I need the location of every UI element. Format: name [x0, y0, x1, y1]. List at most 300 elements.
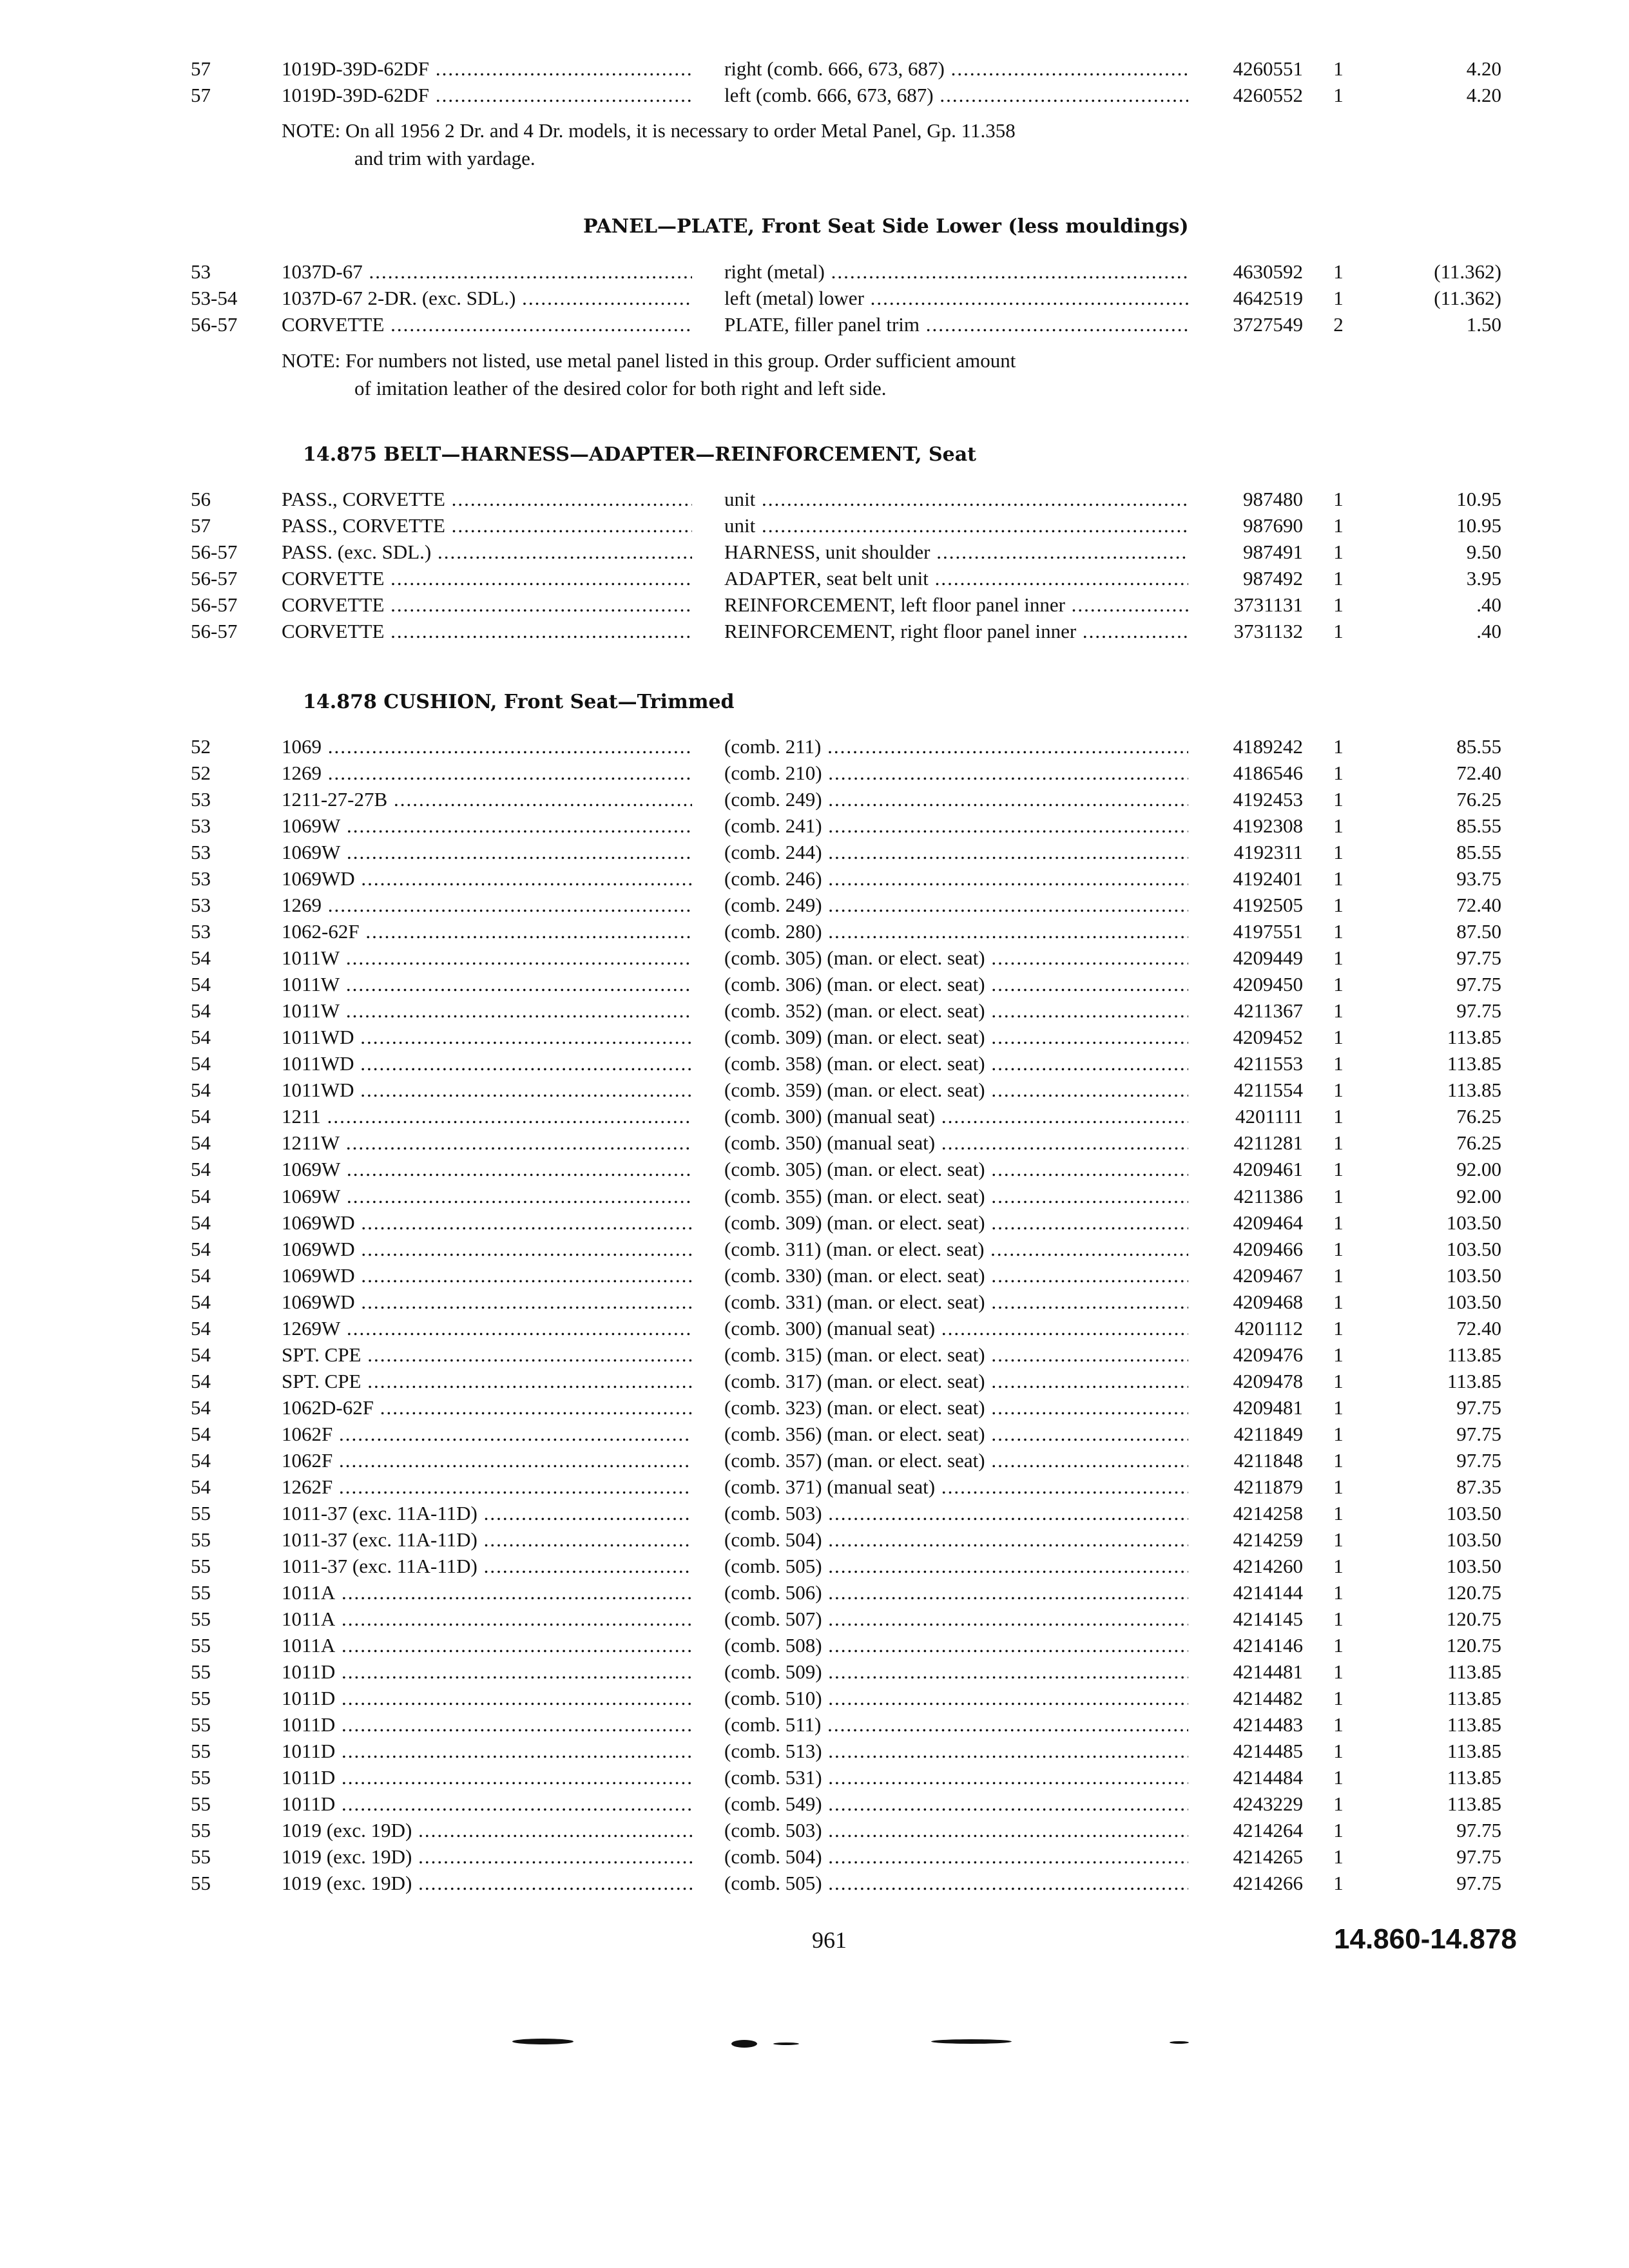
part-description: ADAPTER, seat belt unit .....: [724, 565, 1188, 591]
quantity: 1: [1333, 1131, 1344, 1154]
table-row: [0, 1632, 1629, 1658]
quantity: 1: [1333, 867, 1344, 890]
model-year: 54: [191, 1052, 211, 1075]
quantity: 1: [1333, 593, 1344, 616]
part-number: 4192401: [1233, 867, 1303, 890]
list-price: 113.85: [1447, 1079, 1501, 1101]
body-model: SPT. CPE .....: [282, 1368, 692, 1394]
part-number: 4192453: [1233, 788, 1303, 811]
part-number: 3731132: [1233, 620, 1303, 642]
list-price: 97.75: [1456, 973, 1501, 995]
body-model: 1069 .....: [282, 733, 692, 760]
model-year: 56-57: [191, 567, 238, 590]
list-price: 76.25: [1456, 1105, 1501, 1128]
body-model: 1011A .....: [282, 1632, 692, 1658]
quantity: 1: [1333, 1528, 1344, 1551]
part-description: REINFORCEMENT, left floor panel inner .....: [724, 591, 1188, 618]
list-price: 72.40: [1456, 1317, 1501, 1340]
model-year: 57: [191, 514, 211, 537]
part-description: (comb. 309) (man. or elect. seat) .....: [724, 1209, 1188, 1236]
quantity: 1: [1333, 514, 1344, 537]
part-number: 4201111: [1235, 1105, 1303, 1128]
table-row: [0, 285, 1629, 311]
part-description: (comb. 513) .....: [724, 1738, 1188, 1764]
part-description: left (metal) lower .....: [724, 285, 1188, 311]
table-row: [0, 1421, 1629, 1447]
part-number: 4214485: [1233, 1740, 1303, 1762]
body-model: 1211W .....: [282, 1129, 692, 1156]
part-number: 4209450: [1233, 973, 1303, 995]
quantity: 1: [1333, 1819, 1344, 1841]
model-year: 55: [191, 1766, 211, 1789]
list-price: 113.85: [1447, 1660, 1501, 1683]
body-model: 1262F .....: [282, 1474, 692, 1500]
table-row: [0, 1711, 1629, 1738]
part-description: right (comb. 666, 673, 687) .....: [724, 55, 1188, 82]
table-row: [0, 1236, 1629, 1262]
body-model: 1011WD .....: [282, 1050, 692, 1077]
part-number: 4214265: [1233, 1845, 1303, 1868]
part-number: 4211553: [1233, 1052, 1303, 1075]
part-description: (comb. 241) .....: [724, 812, 1188, 839]
table-row: [0, 918, 1629, 945]
table-row: [0, 760, 1629, 786]
part-number: 4214259: [1233, 1528, 1303, 1551]
table-row: [0, 1500, 1629, 1526]
model-year: 54: [191, 999, 211, 1022]
list-price: 85.55: [1456, 841, 1501, 863]
section-heading: PANEL—PLATE, Front Seat Side Lower (less mouldings): [583, 215, 1189, 238]
table-row: [0, 1843, 1629, 1870]
part-description: (comb. 315) (man. or elect. seat) .....: [724, 1341, 1188, 1368]
part-number: 4642519: [1233, 287, 1303, 309]
part-number: 4211386: [1233, 1185, 1303, 1207]
part-description: (comb. 531) .....: [724, 1764, 1188, 1791]
body-model: 1011-37 (exc. 11A-11D) .....: [282, 1526, 692, 1553]
model-year: 54: [191, 1449, 211, 1472]
table-row: [0, 1447, 1629, 1474]
model-year: 55: [191, 1528, 211, 1551]
table-row: [0, 839, 1629, 865]
list-price: 92.00: [1456, 1185, 1501, 1207]
quantity: 1: [1333, 1238, 1344, 1260]
model-year: 52: [191, 735, 211, 758]
note-text: [282, 347, 1203, 402]
body-model: 1019 (exc. 19D) .....: [282, 1817, 692, 1843]
quantity: 1: [1333, 1158, 1344, 1180]
part-number: 3727549: [1233, 313, 1303, 336]
body-model: 1069WD .....: [282, 1236, 692, 1262]
body-model: 1011-37 (exc. 11A-11D) .....: [282, 1553, 692, 1579]
page-number: 961: [812, 1927, 847, 1953]
table-row: [0, 618, 1629, 644]
body-model: 1269W .....: [282, 1315, 692, 1341]
list-price: (11.362): [1434, 260, 1501, 283]
note-line: NOTE: For numbers not listed, use metal panel listed in this group. Order sufficient amount: [282, 349, 1016, 372]
note-line: of imitation leather of the desired color for both right and left side.: [354, 377, 887, 399]
model-year: 55: [191, 1502, 211, 1524]
model-year: 55: [191, 1687, 211, 1709]
quantity: 1: [1333, 1634, 1344, 1657]
model-year: 54: [191, 1211, 211, 1234]
part-number: 4209461: [1233, 1158, 1303, 1180]
model-year: 55: [191, 1581, 211, 1604]
body-model: 1019D-39D-62DF .....: [282, 82, 692, 108]
model-year: 54: [191, 1158, 211, 1180]
quantity: 1: [1333, 762, 1344, 784]
part-description: (comb. 509) .....: [724, 1658, 1188, 1685]
quantity: 1: [1333, 488, 1344, 510]
model-year: 54: [191, 1343, 211, 1366]
scan-smudge: [731, 2040, 757, 2048]
part-number: 987690: [1243, 514, 1303, 537]
part-number: 4214484: [1233, 1766, 1303, 1789]
part-description: (comb. 305) (man. or elect. seat) .....: [724, 1156, 1188, 1182]
body-model: 1011D .....: [282, 1738, 692, 1764]
part-description: (comb. 357) (man. or elect. seat) .....: [724, 1447, 1188, 1474]
part-description: (comb. 249) .....: [724, 892, 1188, 918]
table-row: [0, 997, 1629, 1024]
table-row: [0, 1394, 1629, 1421]
list-price: 85.55: [1456, 814, 1501, 837]
section-heading: 14.878 CUSHION, Front Seat—Trimmed: [303, 691, 735, 713]
model-year: 55: [191, 1845, 211, 1868]
part-number: 4211849: [1233, 1423, 1303, 1445]
body-model: 1211 .....: [282, 1103, 692, 1129]
table-row: [0, 55, 1629, 82]
list-price: 1.50: [1466, 313, 1501, 336]
part-number: 4209481: [1233, 1396, 1303, 1419]
list-price: 120.75: [1446, 1581, 1501, 1604]
list-price: 113.85: [1447, 1740, 1501, 1762]
part-description: (comb. 505) .....: [724, 1553, 1188, 1579]
list-price: 97.75: [1456, 1845, 1501, 1868]
quantity: 2: [1333, 313, 1344, 336]
quantity: 1: [1333, 1792, 1344, 1815]
part-number: 3731131: [1233, 593, 1303, 616]
quantity: 1: [1333, 788, 1344, 811]
part-description: (comb. 280) .....: [724, 918, 1188, 945]
body-model: 1011D .....: [282, 1685, 692, 1711]
list-price: 92.00: [1456, 1158, 1501, 1180]
part-number: 4209476: [1233, 1343, 1303, 1366]
table-row: [0, 1209, 1629, 1236]
part-description: (comb. 503) .....: [724, 1817, 1188, 1843]
table-row: [0, 1817, 1629, 1843]
list-price: 113.85: [1447, 1766, 1501, 1789]
table-row: [0, 733, 1629, 760]
part-number: 4201112: [1234, 1317, 1303, 1340]
scan-smudge: [512, 2039, 574, 2044]
body-model: 1011A .....: [282, 1606, 692, 1632]
list-price: 10.95: [1456, 488, 1501, 510]
list-price: 97.75: [1456, 999, 1501, 1022]
part-number: 4211281: [1233, 1131, 1303, 1154]
part-number: 4214258: [1233, 1502, 1303, 1524]
model-year: 53: [191, 841, 211, 863]
part-number: 4209478: [1233, 1370, 1303, 1392]
model-year: 55: [191, 1872, 211, 1894]
model-year: 55: [191, 1555, 211, 1577]
table-row: [0, 1103, 1629, 1129]
part-number: 4214483: [1233, 1713, 1303, 1736]
part-number: 4260552: [1233, 84, 1303, 106]
part-description: (comb. 506) .....: [724, 1579, 1188, 1606]
model-year: 53: [191, 260, 211, 283]
part-description: (comb. 504) .....: [724, 1526, 1188, 1553]
list-price: 4.20: [1466, 57, 1501, 80]
table-row: [0, 1579, 1629, 1606]
part-number: 4192308: [1233, 814, 1303, 837]
quantity: 1: [1333, 1740, 1344, 1762]
quantity: 1: [1333, 1449, 1344, 1472]
quantity: 1: [1333, 620, 1344, 642]
table-row: [0, 1262, 1629, 1289]
quantity: 1: [1333, 735, 1344, 758]
group-range: 14.860-14.878: [1334, 1923, 1517, 1955]
list-price: 113.85: [1447, 1026, 1501, 1048]
list-price: 113.85: [1447, 1052, 1501, 1075]
part-description: (comb. 300) (manual seat) .....: [724, 1315, 1188, 1341]
section-heading: 14.875 BELT—HARNESS—ADAPTER—REINFORCEMENT, Seat: [303, 443, 977, 466]
table-row: [0, 1341, 1629, 1368]
list-price: 97.75: [1456, 947, 1501, 969]
quantity: 1: [1333, 84, 1344, 106]
list-price: 120.75: [1446, 1608, 1501, 1630]
list-price: 10.95: [1456, 514, 1501, 537]
model-year: 54: [191, 1131, 211, 1154]
part-description: (comb. 549) .....: [724, 1791, 1188, 1817]
list-price: 113.85: [1447, 1370, 1501, 1392]
table-row: [0, 565, 1629, 591]
table-row: [0, 1685, 1629, 1711]
part-description: (comb. 306) (man. or elect. seat) .....: [724, 971, 1188, 997]
quantity: 1: [1333, 1423, 1344, 1445]
model-year: 53: [191, 814, 211, 837]
scan-smudge: [773, 2042, 799, 2045]
body-model: 1011A .....: [282, 1579, 692, 1606]
body-model: 1011D .....: [282, 1791, 692, 1817]
table-row: [0, 1658, 1629, 1685]
quantity: 1: [1333, 1608, 1344, 1630]
quantity: 1: [1333, 1660, 1344, 1683]
part-description: (comb. 505) .....: [724, 1870, 1188, 1896]
model-year: 53: [191, 788, 211, 811]
model-year: 53: [191, 920, 211, 943]
body-model: 1011D .....: [282, 1658, 692, 1685]
quantity: 1: [1333, 841, 1344, 863]
part-description: (comb. 350) (manual seat) .....: [724, 1129, 1188, 1156]
part-description: (comb. 352) (man. or elect. seat) .....: [724, 997, 1188, 1024]
table-row: [0, 1526, 1629, 1553]
quantity: 1: [1333, 1026, 1344, 1048]
list-price: 103.50: [1446, 1211, 1501, 1234]
table-row: [0, 1368, 1629, 1394]
part-description: REINFORCEMENT, right floor panel inner .....: [724, 618, 1188, 644]
part-description: (comb. 330) (man. or elect. seat) .....: [724, 1262, 1188, 1289]
part-number: 4189242: [1233, 735, 1303, 758]
body-model: 1069WD .....: [282, 1289, 692, 1315]
quantity: 1: [1333, 894, 1344, 916]
body-model: 1069W .....: [282, 839, 692, 865]
part-description: (comb. 317) (man. or elect. seat) .....: [724, 1368, 1188, 1394]
model-year: 54: [191, 1238, 211, 1260]
part-description: left (comb. 666, 673, 687) .....: [724, 82, 1188, 108]
part-number: 4211879: [1233, 1475, 1303, 1498]
model-year: 54: [191, 1370, 211, 1392]
list-price: (11.362): [1434, 287, 1501, 309]
table-row: [0, 1553, 1629, 1579]
part-description: unit .....: [724, 486, 1188, 512]
table-row: [0, 1050, 1629, 1077]
part-description: (comb. 210) .....: [724, 760, 1188, 786]
body-model: 1062F .....: [282, 1447, 692, 1474]
model-year: 55: [191, 1608, 211, 1630]
table-row: [0, 591, 1629, 618]
part-number: 4214266: [1233, 1872, 1303, 1894]
scan-smudge: [931, 2039, 1012, 2044]
part-number: 4186546: [1233, 762, 1303, 784]
quantity: 1: [1333, 1713, 1344, 1736]
list-price: 103.50: [1446, 1264, 1501, 1287]
body-model: 1269 .....: [282, 892, 692, 918]
model-year: 56-57: [191, 313, 238, 336]
list-price: 103.50: [1446, 1238, 1501, 1260]
body-model: 1069WD .....: [282, 1209, 692, 1236]
part-description: (comb. 511) .....: [724, 1711, 1188, 1738]
part-description: (comb. 356) (man. or elect. seat) .....: [724, 1421, 1188, 1447]
quantity: 1: [1333, 1343, 1344, 1366]
model-year: 56-57: [191, 593, 238, 616]
model-year: 54: [191, 947, 211, 969]
model-year: 52: [191, 762, 211, 784]
model-year: 54: [191, 1105, 211, 1128]
part-description: (comb. 244) .....: [724, 839, 1188, 865]
list-price: 113.85: [1447, 1792, 1501, 1815]
table-row: [0, 1024, 1629, 1050]
model-year: 53: [191, 867, 211, 890]
model-year: 54: [191, 1026, 211, 1048]
quantity: 1: [1333, 1317, 1344, 1340]
quantity: 1: [1333, 541, 1344, 563]
body-model: PASS., CORVETTE .....: [282, 486, 692, 512]
model-year: 57: [191, 57, 211, 80]
table-row: [0, 1764, 1629, 1791]
part-number: 987492: [1243, 567, 1303, 590]
part-number: 4209468: [1233, 1291, 1303, 1313]
body-model: 1062F .....: [282, 1421, 692, 1447]
model-year: 55: [191, 1792, 211, 1815]
table-row: [0, 1870, 1629, 1896]
part-description: (comb. 246) .....: [724, 865, 1188, 892]
note-line: and trim with yardage.: [354, 147, 535, 169]
part-description: (comb. 331) (man. or elect. seat) .....: [724, 1289, 1188, 1315]
body-model: 1011-37 (exc. 11A-11D) .....: [282, 1500, 692, 1526]
quantity: 1: [1333, 1211, 1344, 1234]
model-year: 54: [191, 1291, 211, 1313]
part-description: (comb. 309) (man. or elect. seat) .....: [724, 1024, 1188, 1050]
part-number: 4211848: [1233, 1449, 1303, 1472]
model-year: 55: [191, 1713, 211, 1736]
body-model: 1069WD .....: [282, 1262, 692, 1289]
body-model: 1019D-39D-62DF .....: [282, 55, 692, 82]
part-number: 4214145: [1233, 1608, 1303, 1630]
body-model: 1011W .....: [282, 971, 692, 997]
list-price: 87.50: [1456, 920, 1501, 943]
part-description: (comb. 503) .....: [724, 1500, 1188, 1526]
list-price: 3.95: [1466, 567, 1501, 590]
part-number: 4211554: [1233, 1079, 1303, 1101]
list-price: 113.85: [1447, 1687, 1501, 1709]
table-row: [0, 1289, 1629, 1315]
part-description: (comb. 510) .....: [724, 1685, 1188, 1711]
quantity: 1: [1333, 1687, 1344, 1709]
part-description: (comb. 323) (man. or elect. seat) .....: [724, 1394, 1188, 1421]
quantity: 1: [1333, 814, 1344, 837]
part-number: 4214144: [1233, 1581, 1303, 1604]
list-price: 93.75: [1456, 867, 1501, 890]
table-row: [0, 865, 1629, 892]
table-row: [0, 1183, 1629, 1209]
list-price: 103.50: [1446, 1291, 1501, 1313]
part-description: (comb. 300) (manual seat) .....: [724, 1103, 1188, 1129]
quantity: 1: [1333, 1370, 1344, 1392]
body-model: 1011W .....: [282, 997, 692, 1024]
part-description: (comb. 358) (man. or elect. seat) .....: [724, 1050, 1188, 1077]
table-row: [0, 971, 1629, 997]
model-year: 57: [191, 84, 211, 106]
note-text: [282, 117, 1203, 172]
list-price: 72.40: [1456, 762, 1501, 784]
quantity: 1: [1333, 947, 1344, 969]
part-description: PLATE, filler panel trim .....: [724, 311, 1188, 338]
part-description: HARNESS, unit shoulder .....: [724, 539, 1188, 565]
quantity: 1: [1333, 1264, 1344, 1287]
quantity: 1: [1333, 57, 1344, 80]
body-model: CORVETTE .....: [282, 618, 692, 644]
list-price: 120.75: [1446, 1634, 1501, 1657]
body-model: 1037D-67 2-DR. (exc. SDL.) .....: [282, 285, 692, 311]
quantity: 1: [1333, 1555, 1344, 1577]
part-description: (comb. 359) (man. or elect. seat) .....: [724, 1077, 1188, 1103]
model-year: 56: [191, 488, 211, 510]
table-row: [0, 786, 1629, 812]
part-description: (comb. 504) .....: [724, 1843, 1188, 1870]
table-row: [0, 812, 1629, 839]
quantity: 1: [1333, 1291, 1344, 1313]
body-model: 1069W .....: [282, 812, 692, 839]
part-description: right (metal) .....: [724, 258, 1188, 285]
table-row: [0, 1156, 1629, 1182]
part-description: unit .....: [724, 512, 1188, 539]
part-number: 987480: [1243, 488, 1303, 510]
body-model: SPT. CPE .....: [282, 1341, 692, 1368]
part-number: 4214481: [1233, 1660, 1303, 1683]
part-description: (comb. 249) .....: [724, 786, 1188, 812]
body-model: 1011WD .....: [282, 1077, 692, 1103]
list-price: 103.50: [1446, 1502, 1501, 1524]
quantity: 1: [1333, 1052, 1344, 1075]
quantity: 1: [1333, 567, 1344, 590]
part-number: 4214264: [1233, 1819, 1303, 1841]
part-description: (comb. 311) (man. or elect. seat) .....: [724, 1236, 1188, 1262]
part-number: 4192505: [1233, 894, 1303, 916]
body-model: PASS. (exc. SDL.) .....: [282, 539, 692, 565]
model-year: 55: [191, 1634, 211, 1657]
part-description: (comb. 355) (man. or elect. seat) .....: [724, 1183, 1188, 1209]
table-row: [0, 1738, 1629, 1764]
body-model: 1069W .....: [282, 1156, 692, 1182]
